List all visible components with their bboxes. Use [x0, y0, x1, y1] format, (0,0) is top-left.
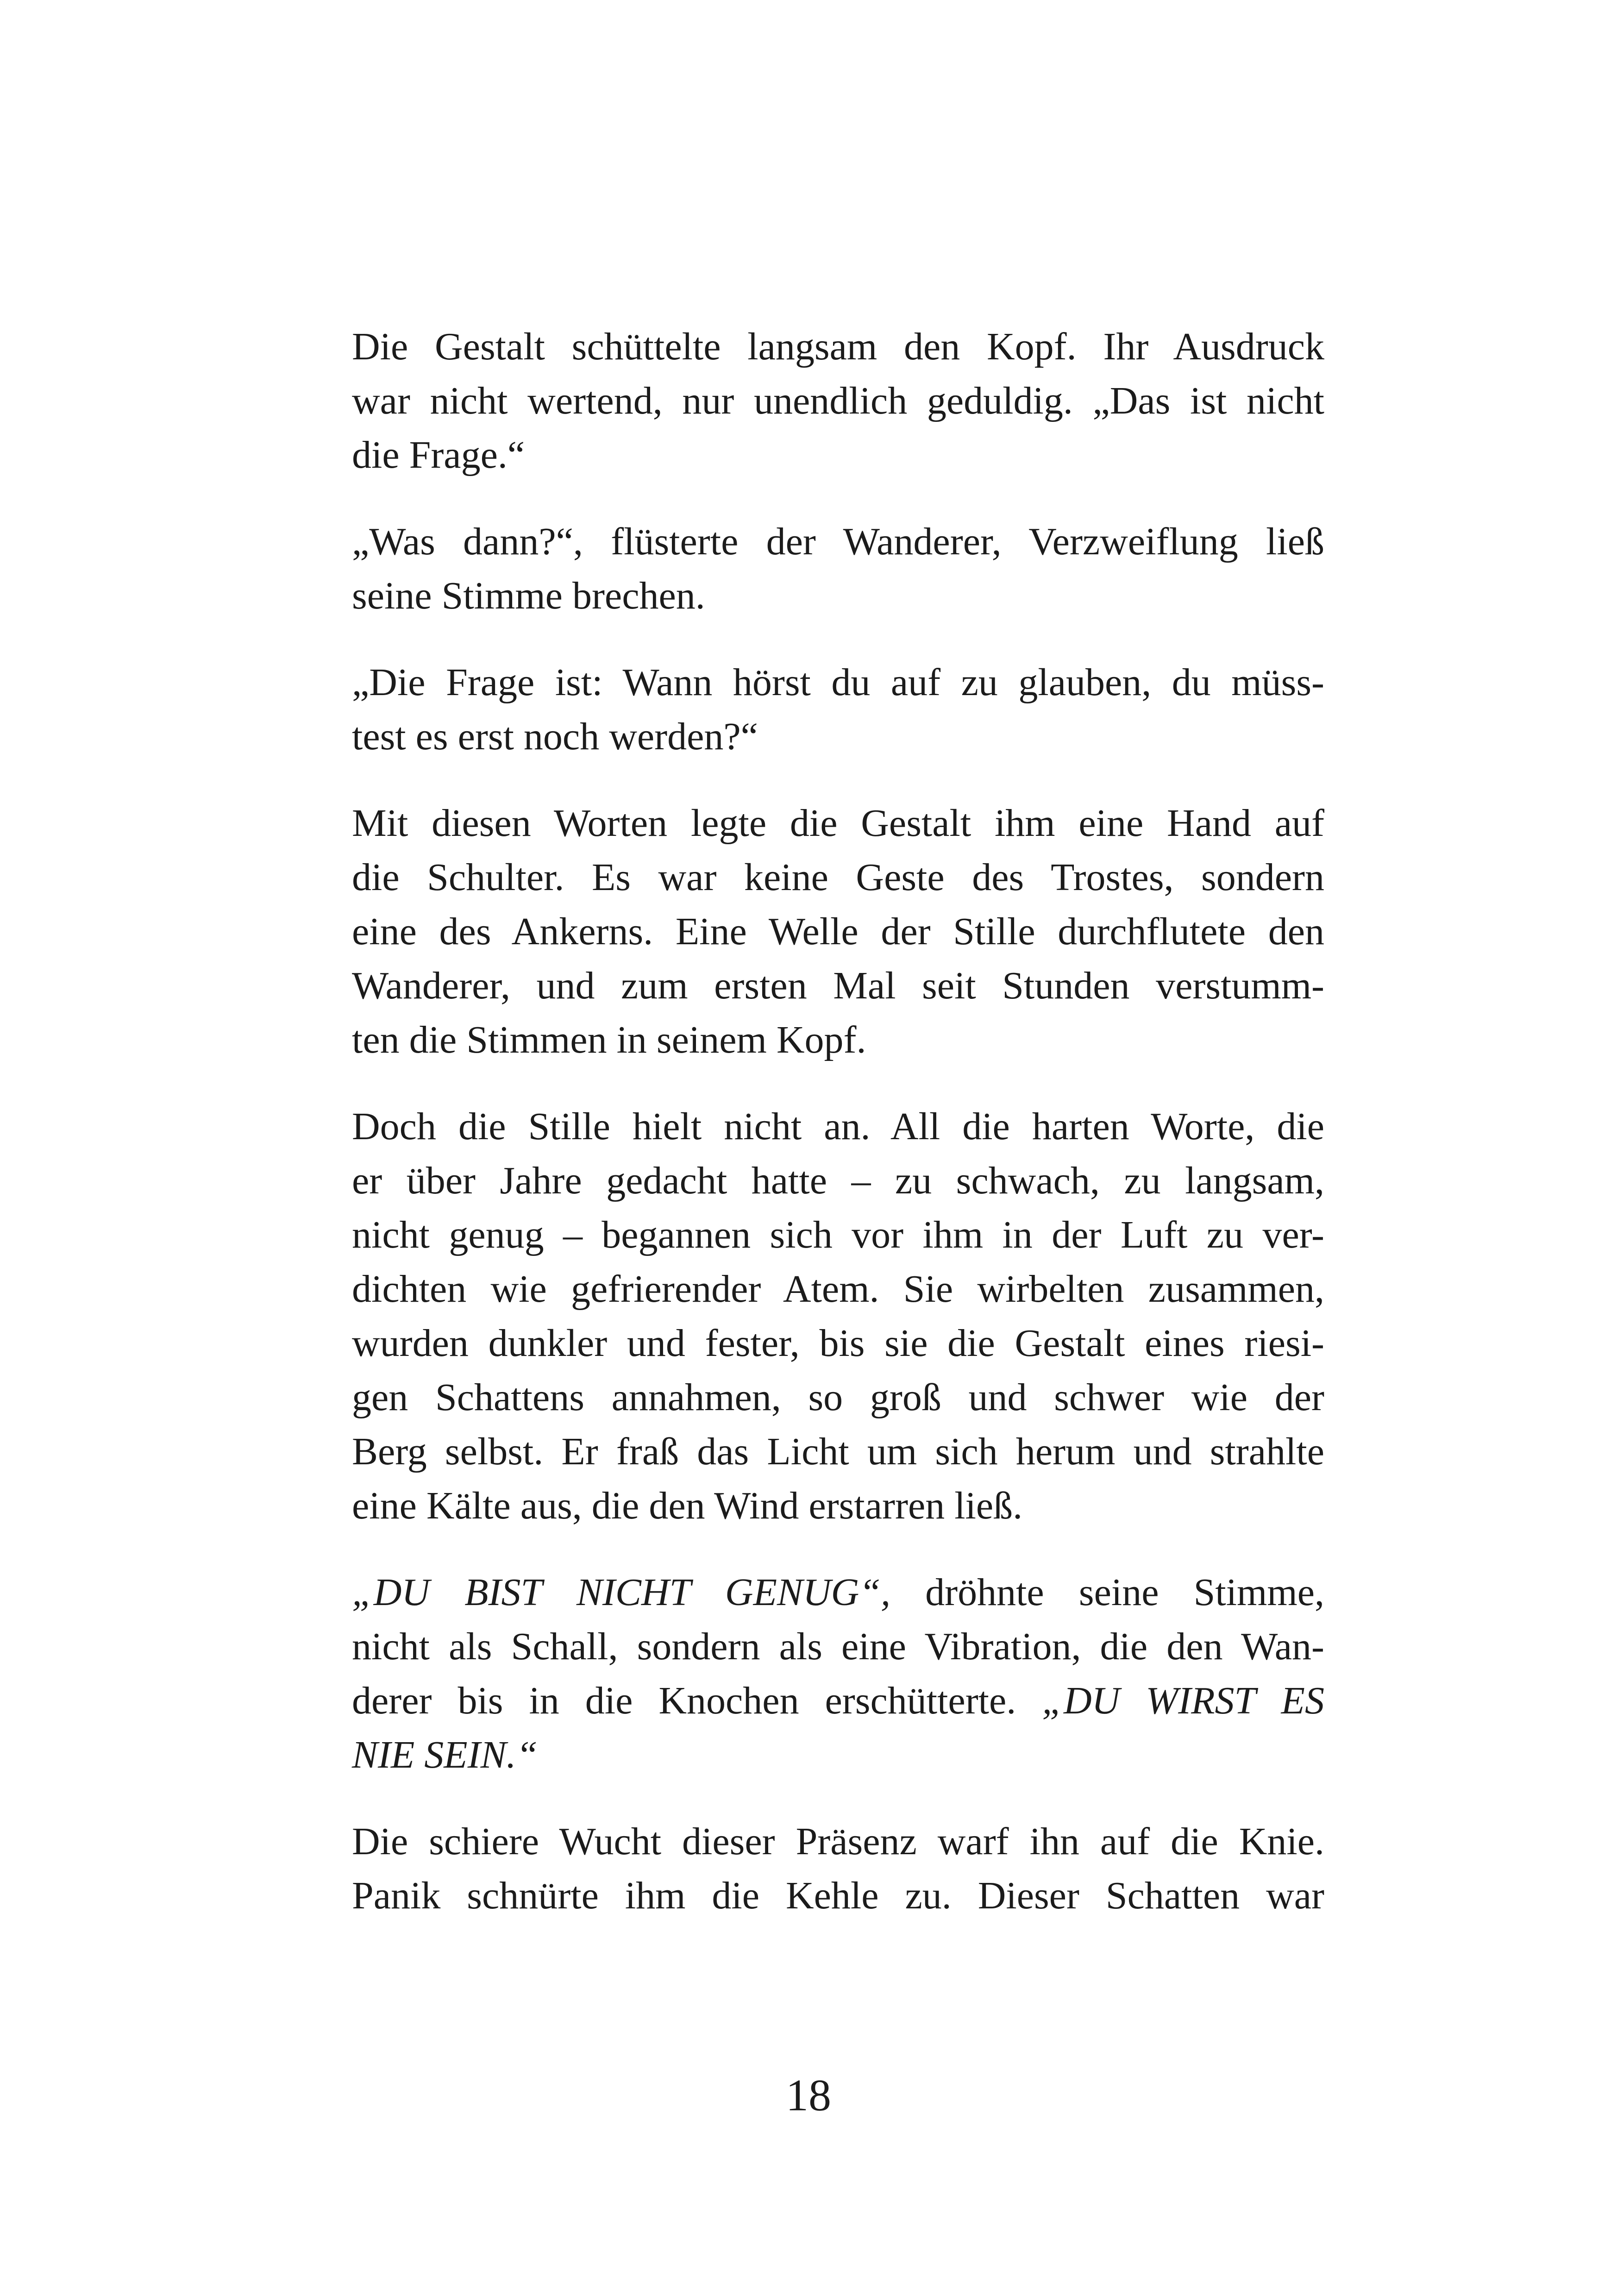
text-line: wurden dunkler und fester, bis sie die Gestalt eines riesi-: [352, 1322, 1324, 1365]
text-line: ten die Stimmen in seinem Kopf.: [352, 1018, 866, 1061]
text-line: [352, 1674, 1324, 1728]
text-line: test es erst noch werden?“: [352, 715, 758, 758]
text-line: Die Gestalt schüttelte langsam den Kopf. Ihr Ausdruck: [352, 325, 1324, 368]
paragraph-4: [352, 796, 1324, 1067]
shadow-quote: „DU WIRST ES: [1042, 1679, 1324, 1722]
text-line: die Frage.“: [352, 433, 525, 477]
text-line: Wanderer, und zum ersten Mal seit Stunden verstumm-: [352, 964, 1324, 1007]
narration-text: derer bis in die Knochen erschütterte.: [352, 1679, 1042, 1722]
text-line: Berg selbst. Er fraß das Licht um sich herum und strahlte: [352, 1430, 1324, 1473]
page-number: 18: [786, 2070, 831, 2120]
body-text: [352, 320, 1324, 1923]
paragraph-1: [352, 320, 1324, 482]
text-line: [352, 1565, 1324, 1619]
paragraph-7: [352, 1814, 1324, 1923]
shadow-quote: NIE SEIN.“: [352, 1733, 538, 1776]
shadow-quote: „DU BIST NICHT GENUG“,: [352, 1571, 890, 1614]
text-line: Mit diesen Worten legte die Gestalt ihm eine Hand auf: [352, 802, 1324, 845]
text-line: eine Kälte aus, die den Wind erstarren ließ.: [352, 1484, 1023, 1527]
text-line: Die schiere Wucht dieser Präsenz warf ihn auf die Knie.: [352, 1820, 1324, 1863]
text-line: nicht als Schall, sondern als eine Vibration, die den Wan-: [352, 1625, 1324, 1668]
narration-text: dröhnte seine Stimme,: [890, 1571, 1324, 1614]
paragraph-3: [352, 655, 1324, 764]
text-line: „Die Frage ist: Wann hörst du auf zu glauben, du müss-: [352, 661, 1324, 704]
text-line: nicht genug – begannen sich vor ihm in der Luft zu ver-: [352, 1213, 1324, 1256]
paragraph-6-shadow-speech: [352, 1565, 1324, 1782]
text-line: gen Schattens annahmen, so groß und schwer wie der: [352, 1376, 1324, 1419]
text-line: war nicht wertend, nur unendlich geduldig. „Das ist nicht: [352, 379, 1324, 422]
text-line: er über Jahre gedacht hatte – zu schwach, zu langsam,: [352, 1159, 1324, 1202]
text-line: Panik schnürte ihm die Kehle zu. Dieser Schatten war: [352, 1874, 1324, 1917]
text-line: eine des Ankerns. Eine Welle der Stille durchflutete den: [352, 910, 1324, 953]
paragraph-2: [352, 514, 1324, 623]
text-line: dichten wie gefrierender Atem. Sie wirbelten zusammen,: [352, 1267, 1324, 1311]
text-line: seine Stimme brechen.: [352, 574, 705, 617]
text-line: „Was dann?“, flüsterte der Wanderer, Verzweiflung ließ: [352, 520, 1324, 563]
text-line: die Schulter. Es war keine Geste des Trostes, sondern: [352, 856, 1324, 899]
paragraph-5: [352, 1099, 1324, 1533]
text-line: Doch die Stille hielt nicht an. All die harten Worte, die: [352, 1105, 1324, 1148]
